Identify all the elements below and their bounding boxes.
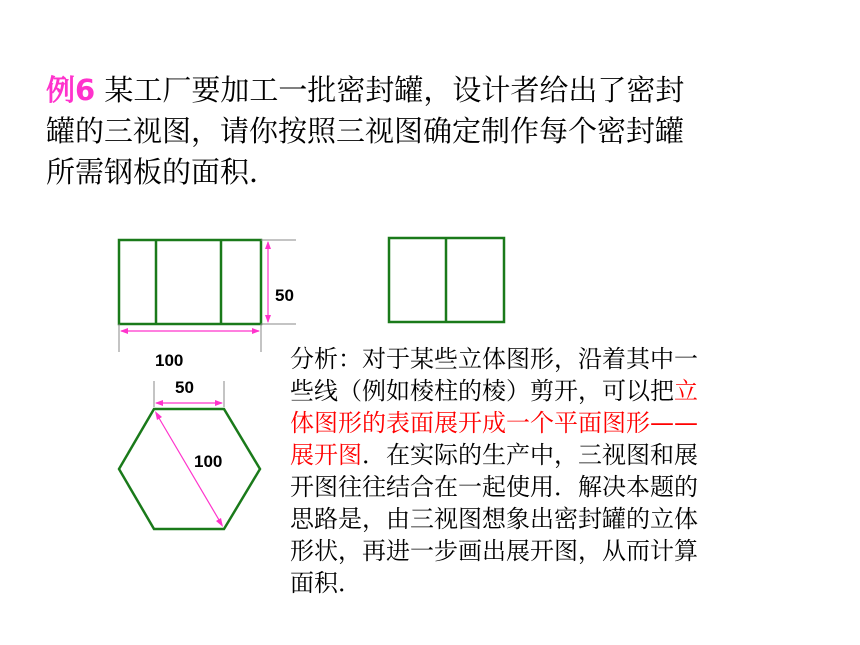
analysis-text — [290, 343, 790, 599]
problem-text-1: 某工厂要加工一批密封罐，设计者给出了密封 — [95, 73, 685, 107]
analysis-line-1: 分析：对于某些立体图形，沿着其中一 — [290, 345, 698, 373]
analysis-highlight-start: 立 — [674, 377, 698, 405]
height-arrow-bottom — [265, 315, 271, 323]
problem-line-3: 所需钢板的面积． — [46, 155, 279, 189]
analysis-line-8: 面积． — [290, 569, 362, 597]
analysis-line-2 — [290, 375, 790, 407]
hex-diagonal-label: 100 — [194, 452, 223, 471]
hex-side-arrow-left — [155, 400, 163, 406]
problem-line-2: 罐的三视图，请你按照三视图确定制作每个密封罐 — [46, 114, 685, 148]
hex-diagonal-arrow-top — [155, 411, 162, 420]
analysis-line-4 — [290, 439, 790, 471]
front-view — [119, 240, 261, 324]
analysis-line-2a: 些线（例如棱柱的棱）剪开，可以把 — [290, 377, 674, 405]
top-view — [119, 378, 260, 529]
width-label: 100 — [155, 351, 184, 370]
example-label: 例6 — [46, 73, 96, 107]
width-dimension — [119, 324, 261, 370]
analysis-line-4b: ．在实际的生产中，三视图和展 — [362, 441, 698, 469]
height-arrow-top — [265, 241, 271, 249]
hex-diagonal-arrow-bottom — [216, 518, 223, 527]
analysis-line-7: 形状，再进一步画出展开图，从而计算 — [290, 537, 698, 565]
side-view — [389, 238, 504, 322]
height-dimension — [261, 240, 296, 324]
front-view-outline — [119, 240, 261, 324]
analysis-line-5: 开图往往结合在一起使用．解决本题的 — [290, 473, 698, 501]
hex-side-arrow-right — [215, 400, 223, 406]
height-label: 50 — [275, 286, 294, 305]
hex-side-label: 50 — [175, 378, 194, 397]
analysis-line-6: 思路是，由三视图想象出密封罐的立体 — [290, 505, 698, 533]
width-arrow-left — [120, 328, 128, 334]
analysis-line-3: 体图形的表面展开成一个平面图形—— — [290, 409, 698, 437]
width-arrow-right — [252, 328, 260, 334]
analysis-highlight-end: 展开图 — [290, 441, 362, 469]
